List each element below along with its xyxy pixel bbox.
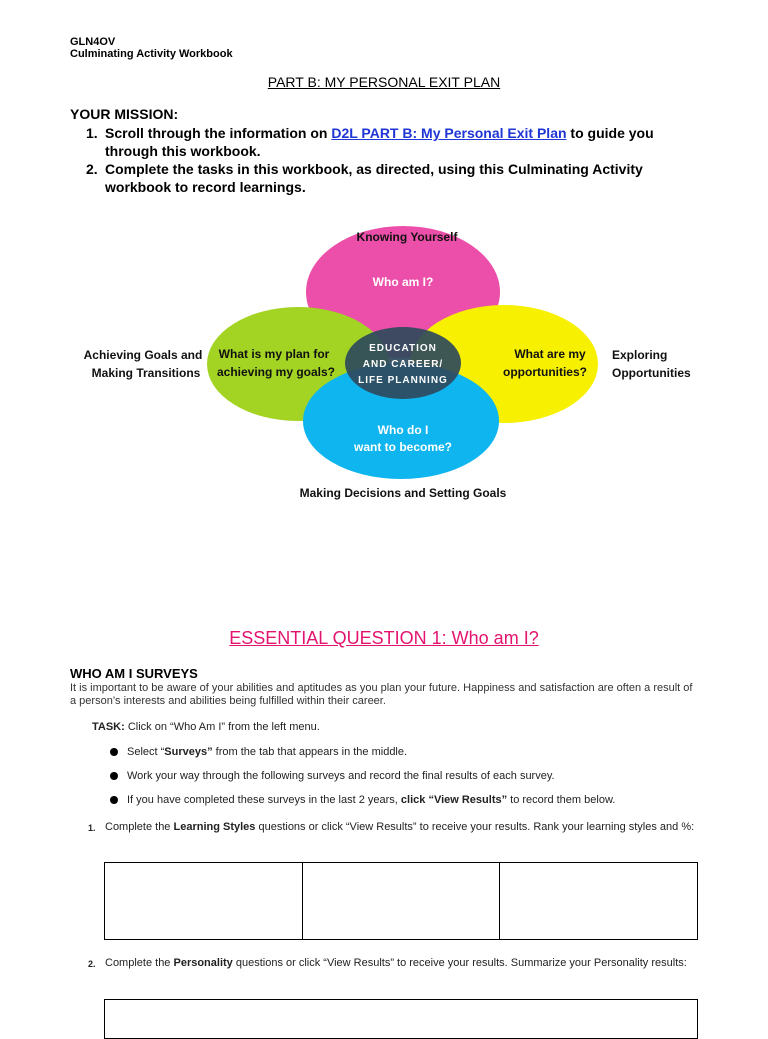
top-label: Knowing Yourself: [356, 230, 458, 244]
list-item: Work your way through the following surveys and record the final results of each survey.: [110, 764, 710, 788]
right-label-line2: Opportunities: [612, 366, 691, 380]
task-bullets: [110, 740, 710, 812]
d2l-part-b-link[interactable]: D2L PART B: My Personal Exit Plan: [331, 125, 567, 141]
surveys-heading: WHO AM I SURVEYS: [70, 666, 198, 681]
personality-answer-box[interactable]: [104, 999, 698, 1039]
list-item: If you have completed these surveys in the last 2 years, click “View Results” to record them below.: [110, 788, 710, 812]
bullet-icon: [110, 748, 118, 756]
right-label-line1: Exploring: [612, 348, 668, 362]
blue-circle-text-2: want to become?: [353, 440, 453, 454]
bullet-icon: [110, 796, 118, 804]
left-label-line2: Making Transitions: [91, 366, 201, 380]
course-code: GLN4OV: [70, 36, 116, 48]
answer-cell-3[interactable]: [500, 863, 697, 939]
yellow-circle-text-1: What are my: [514, 347, 586, 361]
learning-styles-answer-table: [104, 862, 698, 940]
intro-paragraph: It is important to be aware of your abilities and aptitudes as you plan your future. Happiness and satisfaction are often a result of a person’s interests and abilities being fulfilled within their career.: [70, 682, 693, 707]
workbook-title: Culminating Activity Workbook: [70, 48, 233, 60]
pink-circle-text: Who am I?: [372, 275, 434, 289]
center-text-3: LIFE PLANNING: [358, 375, 448, 386]
task-label: TASK:: [92, 721, 125, 733]
mission-step-2: 2. Complete the tasks in this workbook, as directed, using this Culminating Activity workbook to record learnings.: [86, 161, 643, 195]
answer-cell-2[interactable]: [303, 863, 501, 939]
left-label-line1: Achieving Goals and: [83, 348, 203, 362]
list-item: Select “Surveys” from the tab that appears in the middle.: [110, 740, 710, 764]
center-text-1: EDUCATION: [369, 343, 437, 354]
answer-cell-1[interactable]: [105, 863, 303, 939]
question-2: 2. Complete the Personality questions or click “View Results” to receive your results. Summarize your Personality results:: [88, 957, 687, 969]
question-1: 1. Complete the Learning Styles questions or click “View Results” to receive your results. Rank your learning styles and %:: [88, 821, 695, 833]
bottom-label: Making Decisions and Setting Goals: [299, 486, 507, 500]
task-line: TASK: Click on “Who Am I” from the left menu.: [92, 721, 320, 733]
page-title: PART B: MY PERSONAL EXIT PLAN: [267, 74, 501, 90]
blue-circle-text-1: Who do I: [377, 423, 429, 437]
green-circle-text-2: achieving my goals?: [216, 365, 336, 379]
center-text-2: AND CAREER/: [362, 359, 444, 370]
yellow-circle-text-2: opportunities?: [503, 365, 587, 379]
mission-step-1: 1. Scroll through the information on D2L PART B: My Personal Exit Plan to guide you through this workbook.: [86, 125, 654, 159]
green-circle-text-1: What is my plan for: [218, 347, 330, 361]
essential-question-1-title: ESSENTIAL QUESTION 1: Who am I?: [229, 628, 539, 648]
bullet-icon: [110, 772, 118, 780]
mission-label: YOUR MISSION:: [70, 106, 179, 122]
